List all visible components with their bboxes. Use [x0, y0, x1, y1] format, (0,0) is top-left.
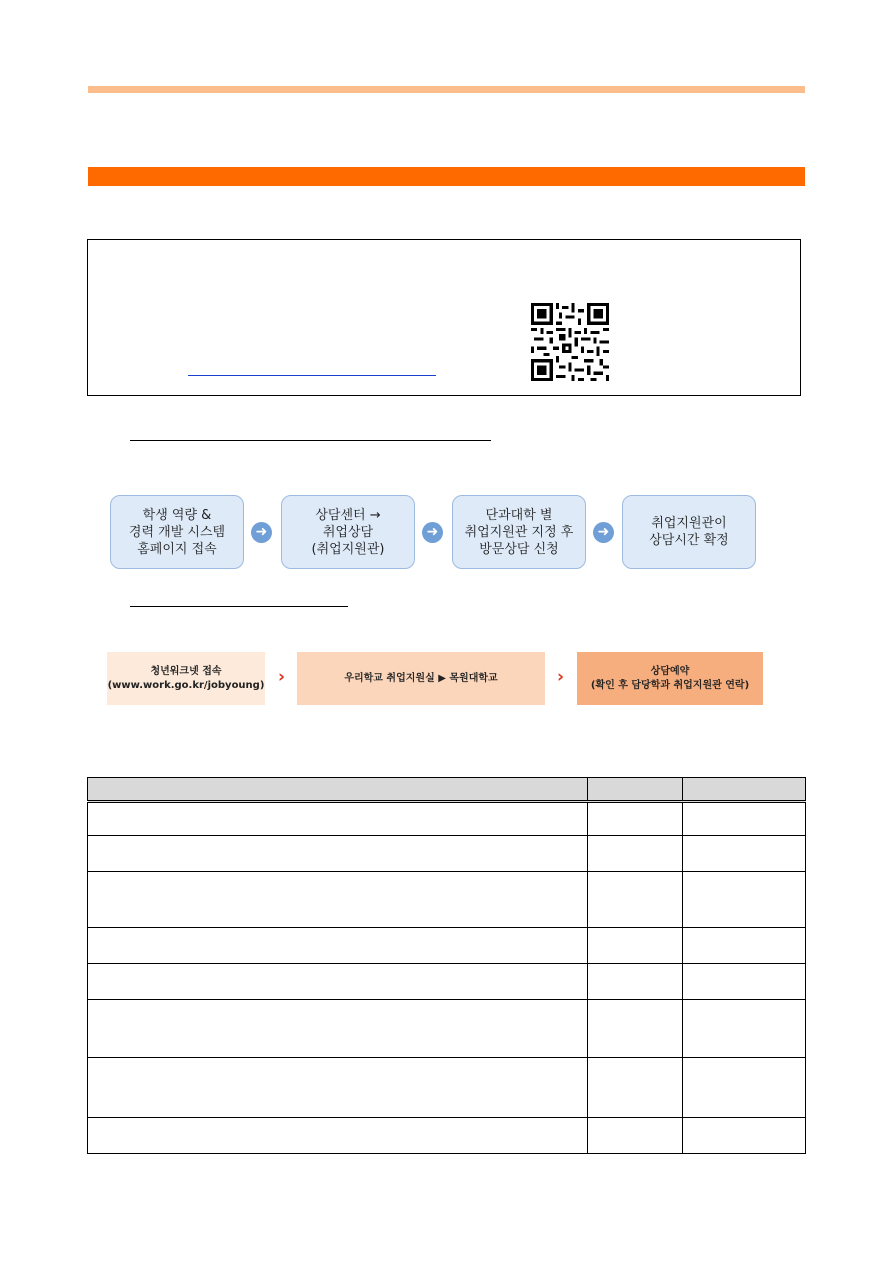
flow2-heading-underline	[130, 606, 348, 607]
chevron-right-icon: ›	[278, 667, 286, 687]
table-header-row	[88, 778, 806, 802]
table-row	[88, 1000, 806, 1058]
flow2-step-1: 청년워크넷 접속 (www.work.go.kr/jobyoung)	[107, 652, 265, 705]
table-row	[88, 802, 806, 836]
flow1-step-1: 학생 역량 & 경력 개발 시스템 홈페이지 접속	[110, 495, 244, 569]
table-row	[88, 928, 806, 964]
table-row	[88, 1118, 806, 1154]
flow1-heading-underline	[130, 440, 491, 441]
table-header-cell	[88, 778, 588, 802]
program-table	[87, 777, 805, 1154]
table-row	[88, 964, 806, 1000]
circle-arrow-right-icon: ➜	[593, 522, 614, 543]
flow1-step-2: 상담센터 → 취업상담 (취업지원관)	[281, 495, 415, 569]
table-row	[88, 1058, 806, 1118]
info-box	[87, 239, 801, 396]
circle-arrow-right-icon: ➜	[422, 522, 443, 543]
flow2-step-3: 상담예약 (확인 후 담당학과 취업지원관 연락)	[577, 652, 763, 705]
circle-arrow-right-icon: ➜	[251, 522, 272, 543]
table-header-cell	[588, 778, 683, 802]
flow1-step-3: 단과대학 별 취업지원관 지정 후 방문상담 신청	[452, 495, 586, 569]
chevron-right-icon: ›	[557, 667, 565, 687]
table-header-cell	[683, 778, 806, 802]
flow2-step-2: 우리학교 취업지원실 ▶ 목원대학교	[297, 652, 545, 705]
section-header-bar	[88, 167, 805, 186]
table-row	[88, 836, 806, 872]
table-row	[88, 872, 806, 928]
qr-code-icon[interactable]	[531, 303, 609, 381]
top-accent-bar	[88, 86, 805, 93]
link-underline[interactable]	[188, 375, 436, 376]
flow1-step-4: 취업지원관이 상담시간 확정	[622, 495, 756, 569]
